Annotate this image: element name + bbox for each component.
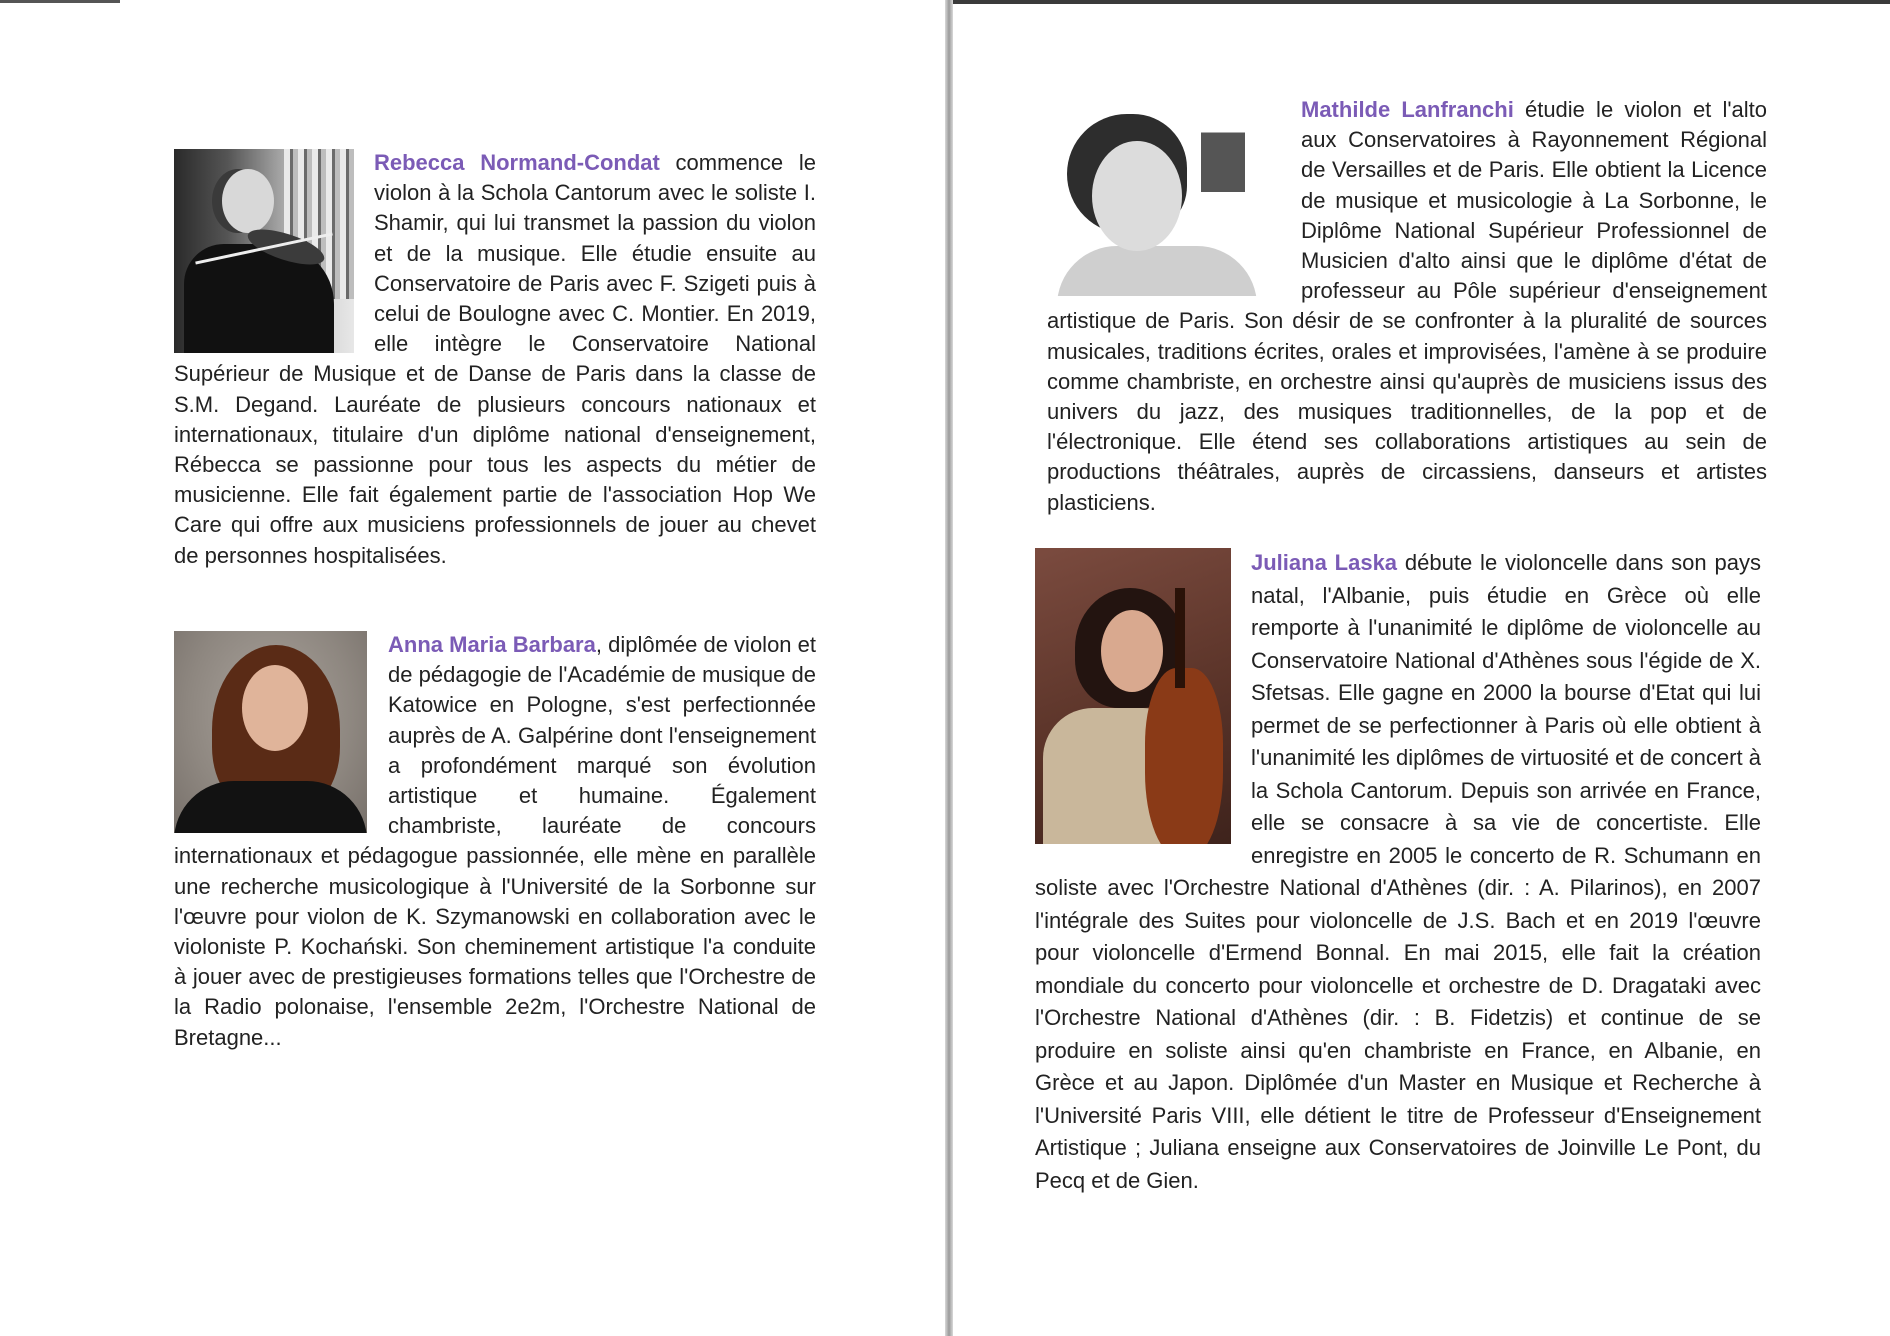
juliana-photo [1035,548,1231,844]
bio-anna [174,630,816,1053]
rebecca-photo [174,149,354,353]
scan-edge [0,0,120,3]
rebecca-text: commence le violon à la Schola Cantorum avec le soliste I. Shamir, qui lui transmet la passion du violon et de la musique. Elle étudie ensuite au Conservatoire de Paris avec F. Szigeti puis à celui de Boulogne avec C. Montier. En 2019, elle intègre le Conservatoire National Supérieur de Musique et de Danse de Paris dans la classe de S.M. Degand. Lauréate de plusieurs concours nationaux et internationaux, titulaire d'un diplôme national d'enseignement, Rébecca se passionne pour tous les aspects du métier de musicienne. Elle fait également partie de l'association Hop We Care qui offre aux musiciens professionnels de jouer au chevet de personnes hospitalisées. [174,150,816,568]
bio-rebecca [174,148,816,571]
anna-name: Anna Maria Barbara [388,632,596,657]
bio-juliana [1035,547,1761,1197]
anna-photo [174,631,367,833]
book-gutter [945,0,953,1336]
mathilde-photo [1047,96,1287,296]
rebecca-name: Rebecca Normand-Condat [374,150,660,175]
anna-text: , diplômée de violon et de pédagogie de l'Académie de musique de Katowice en Pologne, s'est perfectionnée auprès de A. Galpérine dont l'enseignement a profondément marqué son évolution artistique et humaine. Également chambriste, lauréate de concours internationaux et pédagogue passionnée, elle mène en parallèle une recherche musicologique à l'Université de la Sorbonne sur l'œuvre pour violon de K. Szymanowski en collaboration avec le violoniste P. Kochański. Son cheminement artistique l'a conduite à jouer avec de prestigieuses formations telles que l'Orchestre de la Radio polonaise, l'ensemble 2e2m, l'Orchestre National de Bretagne... [174,632,816,1050]
scan-edge-right [953,0,1890,4]
mathilde-name: Mathilde Lanfranchi [1301,97,1514,122]
bio-mathilde [1047,95,1767,518]
juliana-name: Juliana Laska [1251,550,1398,575]
mathilde-text: étudie le violon et l'alto aux Conservatoires à Rayonnement Régional de Versailles et de Paris. Elle obtient la Licence de musique et musicologie à La Sorbonne, le Diplôme National Supérieur Professionnel de Musicien d'alto ainsi que le diplôme d'état de professeur au Pôle supérieur d'enseignement artistique de Paris. Son désir de se confronter à la pluralité de sources musicales, traditions écrites, orales et improvisées, l'amène à se produire comme chambriste, en orchestre ainsi qu'auprès de musiciens issus des univers du jazz, des musiques traditionnelles, de la pop et de l'électronique. Elle étend ses collaborations artistiques au sein de productions théâtrales, auprès de circassiens, danseurs et artistes plasticiens. [1047,97,1767,515]
juliana-text: débute le violoncelle dans son pays natal, l'Albanie, puis étudie en Grèce où elle remporte à l'unanimité le diplôme de violoncelle au Conservatoire National d'Athènes sous l'égide de X. Sfetsas. Elle gagne en 2000 la bourse d'Etat qui lui permet de se perfectionner à Paris où elle obtient à l'unanimité les diplômes de virtuosité et de concert à la Schola Cantorum. Depuis son arrivée en France, elle se consacre à sa vie de concertiste. Elle enregistre en 2005 le concerto de R. Schumann en soliste avec l'Orchestre National d'Athènes (dir. : A. Pilarinos), en 2007 l'intégrale des Suites pour violoncelle de J.S. Bach et en 2019 l'œuvre pour violoncelle d'Ermend Bonnal. En mai 2015, elle fait la création mondiale du concerto pour violoncelle et orchestre de D. Dragataki avec l'Orchestre National d'Athènes (dir. : B. Fidetzis) et continue de se produire en soliste ainsi qu'en chambriste en France, en Albanie, en Grèce et au Japon. Diplômée d'un Master en Musique et Recherche à l'Université Paris VIII, elle détient le titre de Professeur d'Enseignement Artistique ; Juliana enseigne aux Conservatoires de Joinville Le Pont, du Pecq et de Gien. [1035,550,1761,1193]
right-page [953,0,1890,1336]
